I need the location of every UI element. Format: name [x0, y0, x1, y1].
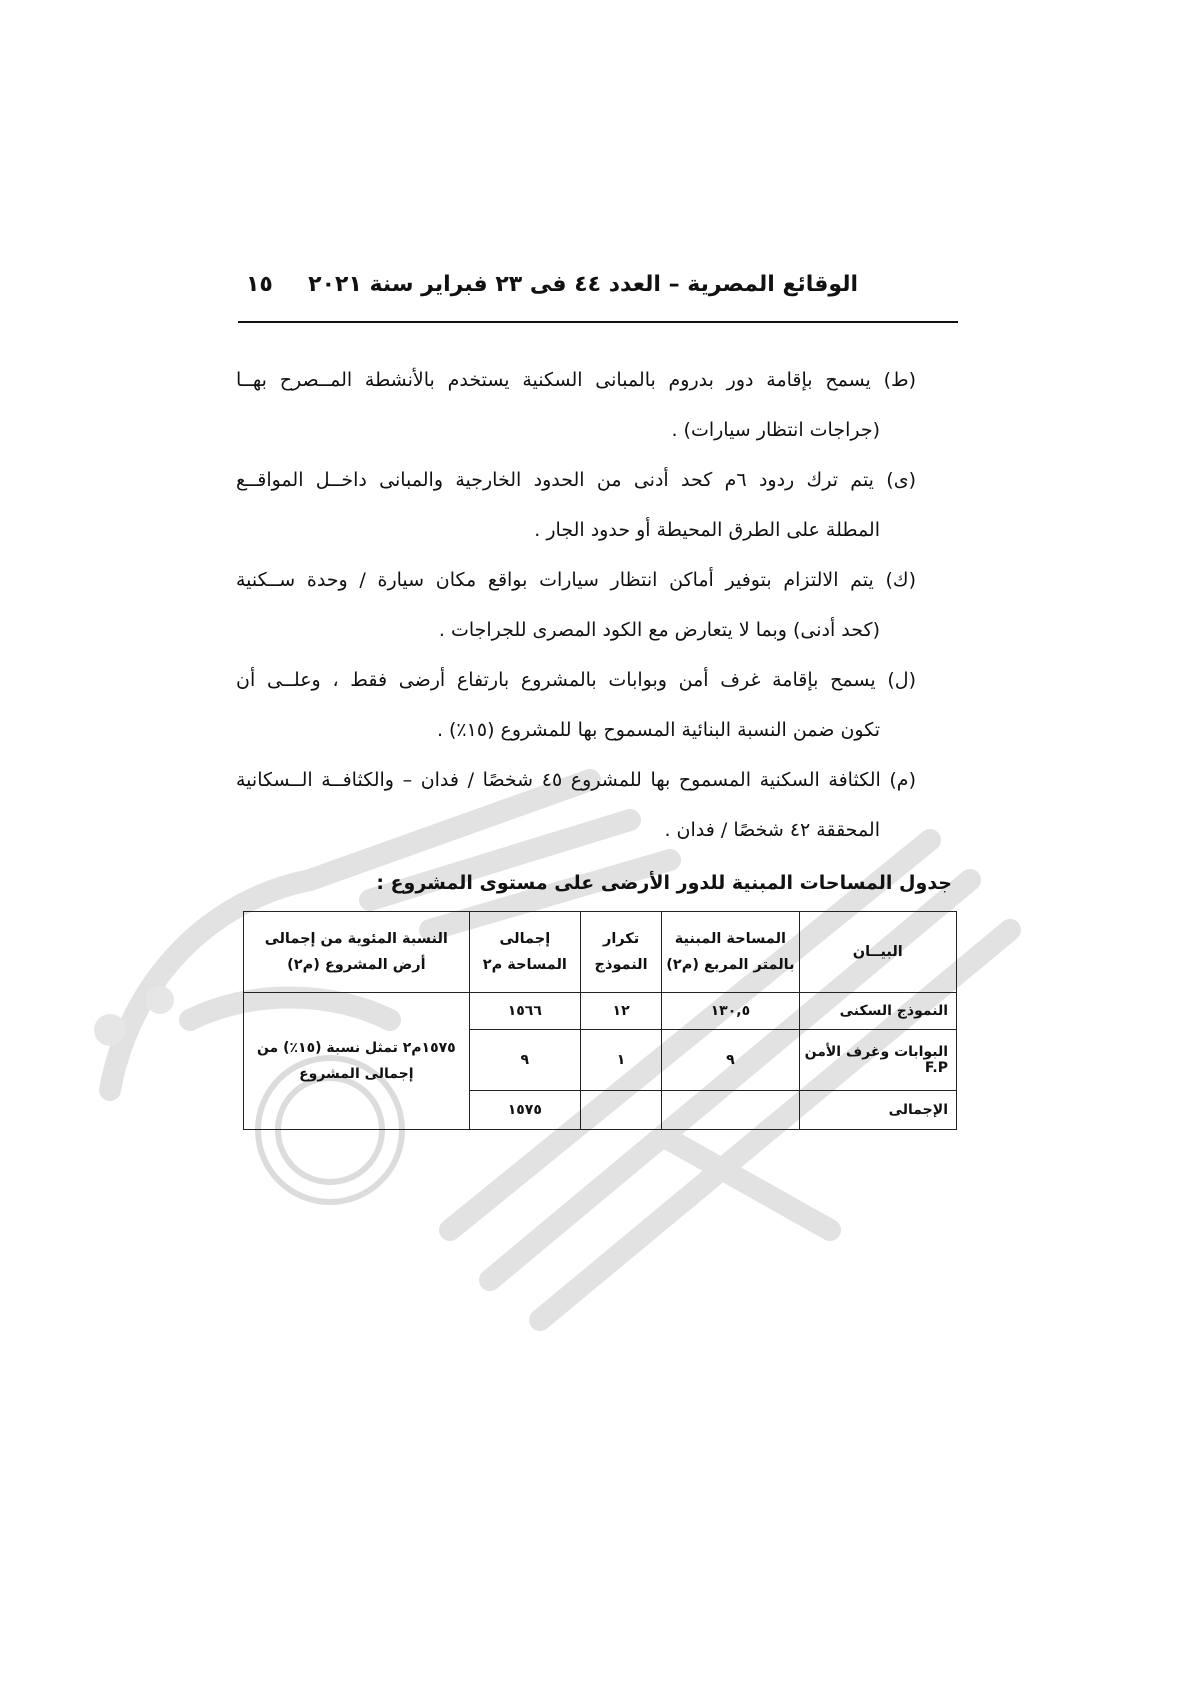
header-divider [238, 321, 958, 323]
header-total-area: إجمالى المساحة م٢ [469, 912, 580, 993]
cell-item: الإجمالى [799, 1091, 956, 1130]
cell-repetition [580, 1091, 661, 1130]
gazette-title: الوقائع المصرية – العدد ٤٤ فى ٢٣ فبراير سنة ٢٠٢١ [308, 272, 858, 297]
built-areas-table [243, 911, 957, 1130]
clause-line: (ل) يسمح بإقامة غرف أمن وبوابات بالمشروع بارتفاع أرضى فقط ، وعلــى أن [236, 669, 916, 691]
cell-repetition: ١٢ [580, 993, 661, 1030]
cell-built-area [662, 1091, 799, 1130]
clause-mim [236, 755, 916, 855]
cell-total-area: ١٥٦٦ [469, 993, 580, 1030]
clause-line: المحققة ٤٢ شخصًا / فدان . [664, 819, 880, 841]
clause-line: (ك) يتم الالتزام بتوفير أماكن انتظار سيارات بواقع مكان سيارة / وحدة ســكنية [236, 569, 916, 591]
clause-line: (جراجات انتظار سيارات) . [671, 419, 880, 441]
clause-lam [236, 655, 916, 755]
clauses-list [236, 355, 916, 855]
header-item: البيــان [799, 912, 956, 993]
cell-percentage-note: ١٥٧٥م٢ تمثل نسبة (١٥٪) من إجمالى المشروع [244, 993, 470, 1130]
page-number: ١٥ [246, 272, 273, 297]
clause-line: المطلة على الطرق المحيطة أو حدود الجار . [534, 519, 880, 541]
cell-built-area: ٩ [662, 1030, 799, 1091]
cell-total-area: ٩ [469, 1030, 580, 1091]
header-percentage: النسبة المئوية من إجمالى أرض المشروع (م٢) [244, 912, 470, 993]
cell-repetition: ١ [580, 1030, 661, 1091]
cell-total-area: ١٥٧٥ [469, 1091, 580, 1130]
cell-built-area: ١٣٠,٥ [662, 993, 799, 1030]
clause-ya [236, 455, 916, 555]
table-title: جدول المساحات المبنية للدور الأرضى على مستوى المشروع : [376, 872, 952, 894]
table-row [244, 993, 957, 1030]
clause-line: (ط) يسمح بإقامة دور بدروم بالمبانى السكنية يستخدم بالأنشطة المــصرح بهــا [236, 369, 916, 391]
cell-item: البوابات وغرف الأمن F.P [799, 1030, 956, 1091]
clause-kaf [236, 555, 916, 655]
clause-line: (م) الكثافة السكنية المسموح بها للمشروع ٤٥ شخصًا / فدان – والكثافــة الــسكانية [236, 769, 916, 791]
header-built-area: المساحة المبنية بالمتر المربع (م٢) [662, 912, 799, 993]
clause-line: (كحد أدنى) وبما لا يتعارض مع الكود المصرى للجراجات . [438, 619, 880, 641]
page-header [238, 270, 958, 310]
clause-line: تكون ضمن النسبة البنائية المسموح بها للمشروع (١٥٪) . [436, 719, 880, 741]
cell-item: النموذج السكنى [799, 993, 956, 1030]
clause-line: (ى) يتم ترك ردود ٦م كحد أدنى من الحدود الخارجية والمبانى داخــل المواقــع [236, 469, 916, 491]
table-header-row [244, 912, 957, 993]
clause-ta [236, 355, 916, 455]
areas-table-wrapper [243, 911, 957, 1130]
header-repetition: تكرار النموذج [580, 912, 661, 993]
